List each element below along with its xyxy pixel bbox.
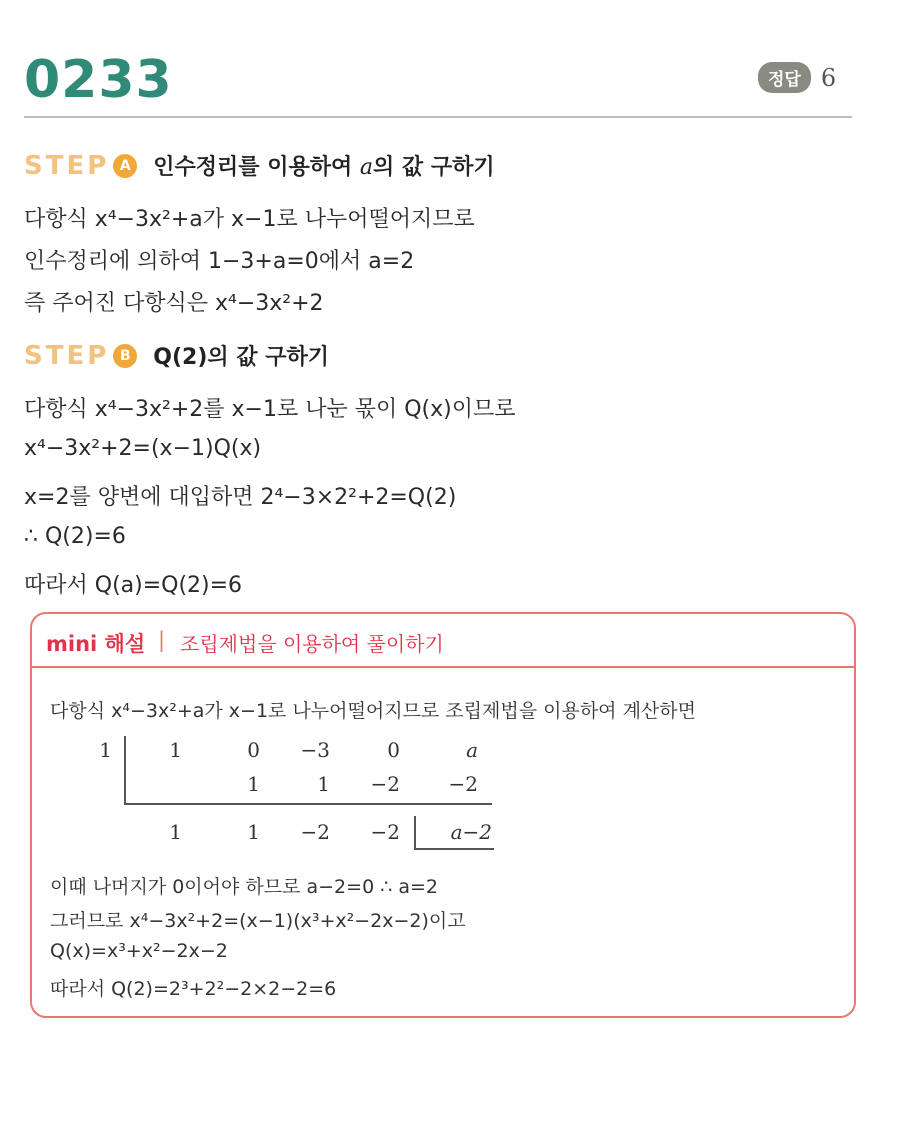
step-a-letter-icon: A [113, 154, 137, 178]
step-b-tag: STEP [24, 340, 110, 371]
step-a-tag: STEP [24, 150, 110, 181]
mini-separator: | [158, 628, 166, 652]
sd-cell: −3 [300, 738, 330, 762]
sd-cell: −2 [300, 820, 330, 844]
step-b-line-4: ∴ Q(2)=6 [24, 524, 126, 549]
sd-remainder-underline [414, 848, 494, 850]
answer-badge: 정답 [758, 62, 811, 93]
sd-cell: 1 [169, 738, 182, 762]
sd-cell: 1 [247, 820, 260, 844]
answer-area [758, 62, 836, 93]
sd-remainder-bracket [414, 816, 416, 848]
step-b-line-3: x=2를 양변에 대입하면 2⁴−3×2²+2=Q(2) [24, 485, 457, 510]
sd-cell: 1 [317, 772, 330, 796]
sd-horizontal-line [124, 803, 492, 805]
mini-label: mini 해설 [46, 632, 146, 656]
sd-cell: 1 [169, 820, 182, 844]
step-b-letter-icon: B [113, 344, 137, 368]
sd-cell: 1 [247, 772, 260, 796]
step-a-line-1: 다항식 x⁴−3x²+a가 x−1로 나누어떨어지므로 [24, 207, 475, 232]
step-b-heading [24, 340, 329, 371]
answer-value: 6 [820, 63, 837, 92]
step-a-title: 인수정리를 이용하여 a의 값 구하기 [153, 155, 495, 180]
sd-remainder: a−2 [450, 820, 492, 844]
mini-line-1: 이때 나머지가 0이어야 하므로 a−2=0 ∴ a=2 [50, 876, 438, 898]
sd-cell: −2 [370, 772, 400, 796]
mini-explanation-box [30, 612, 856, 1018]
sd-cell: −2 [448, 772, 478, 796]
mini-title: 조립제법을 이용하여 풀이하기 [180, 632, 444, 656]
sd-cell: 0 [387, 738, 400, 762]
mini-line-2: 그러므로 x⁴−3x²+2=(x−1)(x³+x²−2x−2)이고 [50, 910, 466, 932]
step-b-line-5: 따라서 Q(a)=Q(2)=6 [24, 573, 243, 598]
mini-divider [32, 666, 854, 668]
step-b-title: Q(2)의 값 구하기 [153, 345, 329, 370]
sd-cell: 0 [247, 738, 260, 762]
step-a-line-3: 즉 주어진 다항식은 x⁴−3x²+2 [24, 291, 324, 316]
step-b-line-2: x⁴−3x²+2=(x−1)Q(x) [24, 436, 262, 461]
header-divider [24, 116, 852, 118]
sd-vertical-line [124, 736, 126, 804]
sd-cell: a [466, 738, 478, 762]
step-b-line-1: 다항식 x⁴−3x²+2를 x−1로 나눈 몫이 Q(x)이므로 [24, 397, 516, 422]
sd-cell: −2 [370, 820, 400, 844]
step-a-heading [24, 150, 495, 181]
mini-line-4: 따라서 Q(2)=2³+2²−2×2−2=6 [50, 978, 337, 1000]
problem-number: 0233 [24, 50, 173, 110]
mini-line-3: Q(x)=x³+x²−2x−2 [50, 940, 228, 962]
mini-intro: 다항식 x⁴−3x²+a가 x−1로 나누어떨어지므로 조립제법을 이용하여 계산하면 [50, 700, 696, 722]
sd-divisor: 1 [99, 738, 112, 762]
step-a-line-2: 인수정리에 의하여 1−3+a=0에서 a=2 [24, 249, 415, 274]
